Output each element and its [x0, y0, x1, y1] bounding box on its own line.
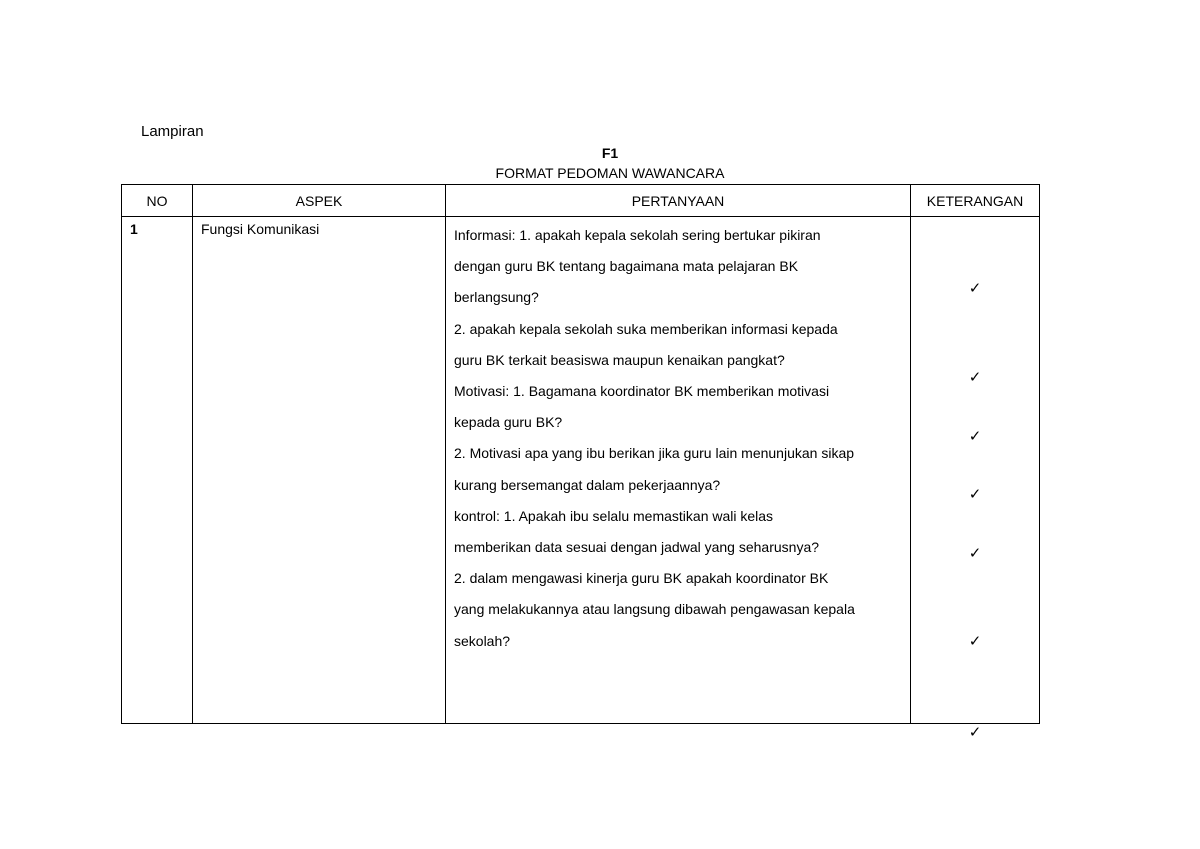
- question-line: berlangsung?: [454, 289, 539, 306]
- question-line: Motivasi: 1. Bagamana koordinator BK memberikan motivasi: [454, 383, 830, 400]
- question-line: dengan guru BK tentang bagaimana mata pelajaran BK: [454, 258, 799, 275]
- question-line: kontrol: 1. Apakah ibu selalu memastikan wali kelas: [454, 507, 774, 524]
- table-header-row: [122, 185, 1040, 217]
- checkmark-icon: ✓: [968, 632, 982, 650]
- question-line: Informasi: 1. apakah kepala sekolah sering bertukar pikiran: [454, 227, 821, 243]
- document-title: FORMAT PEDOMAN WAWANCARA: [495, 165, 725, 181]
- header-no: NO: [122, 185, 193, 217]
- checkmark-icon: ✓: [968, 427, 982, 445]
- question-line: sekolah?: [454, 632, 511, 649]
- row-keterangan: [911, 217, 1040, 741]
- question-line: 2. apakah kepala sekolah suka memberikan informasi kepada: [454, 320, 838, 337]
- document-code: F1: [601, 145, 619, 161]
- header-pertanyaan: PERTANYAAN: [446, 185, 911, 217]
- lampiran-label: Lampiran: [141, 123, 204, 140]
- interview-guide-table: [121, 184, 1040, 741]
- checkmark-icon: ✓: [968, 279, 982, 297]
- question-line: 2. Motivasi apa yang ibu berikan jika guru lain menunjukan sikap: [454, 445, 855, 462]
- row-number: 1: [122, 217, 193, 724]
- question-line: yang melakukannya atau langsung dibawah pengawasan kepala: [454, 601, 855, 618]
- question-line: kepada guru BK?: [454, 414, 563, 431]
- header-keterangan: KETERANGAN: [911, 185, 1040, 217]
- checkmark-icon: ✓: [968, 544, 982, 562]
- checkmark-icon: ✓: [968, 723, 982, 741]
- checkmark-icon: ✓: [968, 368, 982, 386]
- question-line: guru BK terkait beasiswa maupun kenaikan pangkat?: [454, 351, 785, 368]
- header-aspek: ASPEK: [193, 185, 446, 217]
- question-line: memberikan data sesuai dengan jadwal yang seharusnya?: [454, 539, 820, 556]
- row-questions: [446, 217, 911, 724]
- table-row: [122, 217, 1040, 724]
- question-line: kurang bersemangat dalam pekerjaannya?: [454, 476, 721, 493]
- row-aspek: Fungsi Komunikasi: [193, 217, 446, 724]
- question-line: 2. dalam mengawasi kinerja guru BK apakah koordinator BK: [454, 570, 829, 587]
- checkmark-icon: ✓: [968, 485, 982, 503]
